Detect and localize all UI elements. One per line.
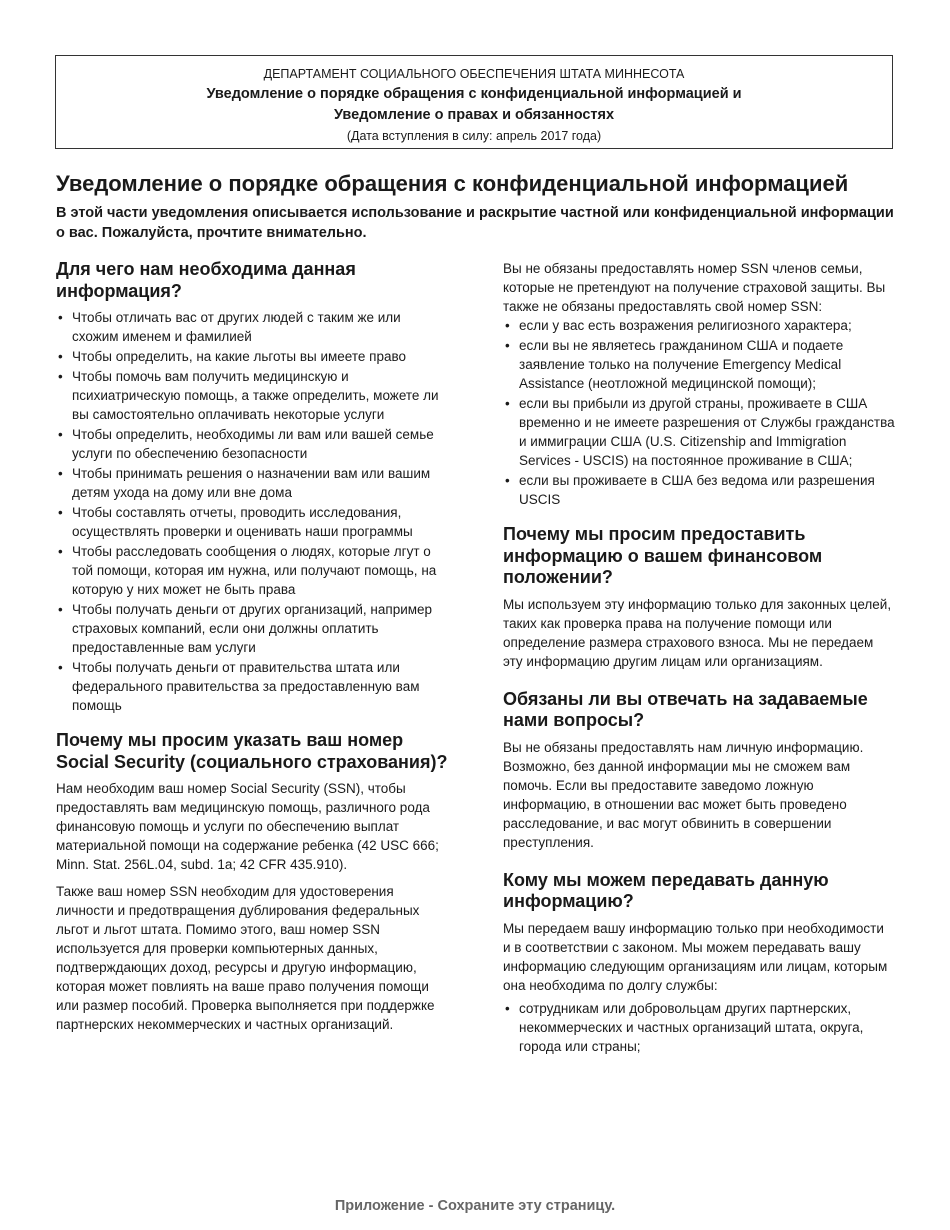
right-column <box>503 259 895 1057</box>
list-item: • если вы прибыли из другой страны, проживаете в США временно и не имеете разрешения от Службы гражданства и иммиграции США (U.S. Citizenship and Immigration Services - USCIS) на постоянное проживание в США; <box>505 396 895 468</box>
finance-heading: Почему мы просим предоставить информацию о вашем финансовом положении? <box>503 524 823 587</box>
page-title: Уведомление о порядке обращения с конфиденциальной информацией <box>56 171 849 196</box>
ssn-heading: Почему мы просим указать ваш номер Social Security (социального страхования)? <box>56 730 448 772</box>
list-item: • Чтобы отличать вас от других людей с таким же или схожим именем и фамилией <box>58 310 401 344</box>
ssn-exemption-list <box>503 316 895 509</box>
list-item: • Чтобы составлять отчеты, проводить исследования, осуществлять проверки и оценивать наши программы <box>58 505 413 539</box>
effective-date: (Дата вступления в силу: апрель 2017 года) <box>346 129 602 143</box>
list-item: • Чтобы определить, на какие льготы вы имеете право <box>58 349 407 364</box>
ssn-not-required-text: Вы не обязаны предоставлять номер SSN членов семьи, которые не претендуют на получение страховой защиты. Вы также не обязаны предоставлять свой номер SSN: <box>503 261 886 314</box>
list-item: • Чтобы определить, необходимы ли вам или вашей семье услуги по обеспечению безопасности <box>58 427 434 461</box>
finance-paragraph: Мы используем эту информацию только для законных целей, таких как проверка права на получение помощи или определение размера страхового взноса. Мы не передаем эту информацию другим лицам или организациям. <box>503 596 892 669</box>
list-item: • Чтобы расследовать сообщения о людях, которые лгут о той помощи, которая им нужна, или получают помощь, на которую у них может не быть права <box>58 544 437 597</box>
footer-note: Приложение - Сохраните эту страницу. <box>334 1198 616 1214</box>
list-item: • если вы проживаете в США без ведома или разрешения USCIS <box>505 473 875 507</box>
department-name: ДЕПАРТАМЕНТ СОЦИАЛЬНОГО ОБЕСПЕЧЕНИЯ ШТАТА МИННЕСОТА <box>263 67 685 81</box>
share-heading: Кому мы можем передавать данную информацию? <box>503 869 829 911</box>
answer-heading: Обязаны ли вы отвечать на задаваемые нами вопросы? <box>503 688 868 730</box>
ssn-paragraph-2: Также ваш номер SSN необходим для удостоверения личности и предотвращения дублирования федеральных льгот и льгот штата. Помимо этого, ваш номер SSN используется для проверки компьютерных данных, подтверждающих доход, ресурсы и другую информацию, которая может повлиять на ваше право получения помощи или размер пособий. Проверка выполняется при поддержке партнерских некоммерческих и частных организаций. <box>56 884 435 1032</box>
left-column <box>56 259 451 1042</box>
header-title-line2: Уведомление о правах и обязанностях <box>333 107 615 123</box>
why-heading: Для чего нам необходима данная информация? <box>56 259 356 301</box>
intro-text: В этой части уведомления описывается использование и раскрытие частной или конфиденциальной информации о вас. Пожалуйста, прочтите внимательно. <box>56 205 894 241</box>
list-item: • если у вас есть возражения религиозного характера; <box>505 318 852 333</box>
list-item: • Чтобы получать деньги от других организаций, например страховых компаний, если они должны оплатить предоставленные вам услуги <box>58 602 433 655</box>
list-item: • сотрудникам или добровольцам других партнерских, некоммерческих и частных организаций штата, округа, города или страны; <box>505 1000 864 1054</box>
ssn-paragraph-1: Нам необходим ваш номер Social Security (SSN), чтобы предоставлять вам медицинскую помощь, различного рода финансовую помощь и услуги по обеспечению выплат материальной помощи на содержание ребенка (42 USC 666; Minn. Stat. 256L.04, subd. 1a; 42 CFR 435.910). <box>56 781 439 872</box>
share-list <box>503 999 895 1056</box>
why-list <box>56 308 451 715</box>
share-paragraph: Мы передаем вашу информацию только при необходимости и в соответствии с законом. Мы можем передавать вашу информацию следующим организациям или лицам, которым она необходима по долгу службы: <box>503 920 888 993</box>
header-title-line1: Уведомление о порядке обращения с конфиденциальной информацией и <box>206 86 742 102</box>
list-item: • Чтобы получать деньги от правительства штата или федерального правительства за предоставленную вам помощь <box>58 660 420 713</box>
list-item: • Чтобы принимать решения о назначении вам или вашим детям ухода на дому или вне дома <box>58 466 431 500</box>
list-item: • если вы не являетесь гражданином США и подаете заявление только на получение Emergency Medical Assistance (неотложной медицинской помощи); <box>505 338 844 391</box>
answer-paragraph: Вы не обязаны предоставлять нам личную информацию. Возможно, без данной информации мы не сможем вам помочь. Если вы предоставите заведомо ложную информацию, в отношении вас может быть проведено расследование, и вас могут обвинить в совершении преступления. <box>503 739 864 850</box>
list-item: • Чтобы помочь вам получить медицинскую и психиатрическую помощь, а также определить, можете ли вы самостоятельно оплачивать некоторые услуги <box>58 369 439 422</box>
document-header <box>55 55 893 149</box>
